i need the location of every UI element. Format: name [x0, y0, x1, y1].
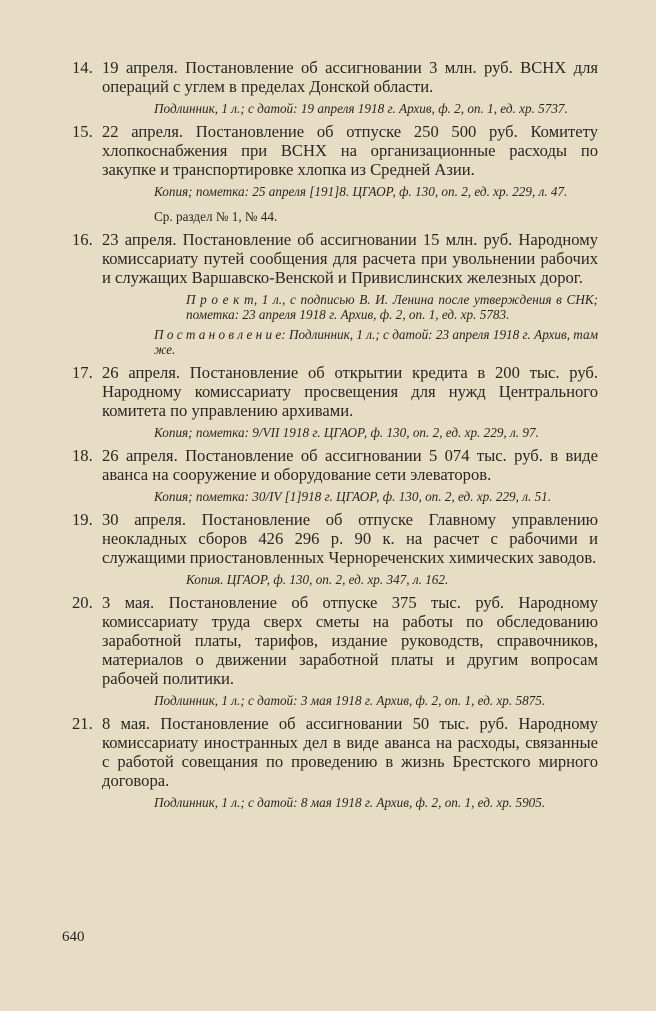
entry-source-note: Подлинник, 1 л.; с датой: 8 мая 1918 г. Архив, ф. 2, оп. 1, ед. хр. 5905.	[154, 795, 546, 810]
entry-source-note: Копия. ЦГАОР, ф. 130, оп. 2, ед. хр. 347, л. 162.	[186, 572, 449, 587]
entry-14	[0, 58, 656, 116]
entry-text: 30 апреля. Постановление об отпуске Главному управлению неокладных сборов 426 296 р. 90 к. на расчет с рабочими и служащими приостановленных Чернореченских химических заводов.	[102, 510, 598, 567]
entry-19	[0, 510, 656, 587]
entry-source-note: П о с т а н о в л е н и е: Подлинник, 1 л.; с датой: 23 апреля 1918 г. Архив, там же.	[154, 327, 598, 357]
entry-source-note: Подлинник, 1 л.; с датой: 3 мая 1918 г. Архив, ф. 2, оп. 1, ед. хр. 5875.	[154, 693, 546, 708]
entry-15	[0, 122, 656, 224]
entry-20	[0, 593, 656, 708]
entry-text: 19 апреля. Постановление об ассигновании 3 млн. руб. ВСНХ для операций с углем в пределах Донской области.	[102, 58, 598, 96]
entry-text: 22 апреля. Постановление об отпуске 250 500 руб. Комитету хлопкоснабжения при ВСНХ на организационные расходы по закупке и транспортировке хлопка из Средней Азии.	[102, 122, 598, 179]
entry-text: 26 апреля. Постановление об открытии кредита в 200 тыс. руб. Народному комиссариату просвещения для нужд Центрального комитета по управлению архивами.	[102, 363, 598, 420]
entry-text: 3 мая. Постановление об отпуске 375 тыс. руб. Народному комиссариату труда сверх сметы на работы по обследованию заработной платы, тарифов, издание руководств, справочников, материалов о движении заработной платы и другим вопросам рабочей политики.	[102, 593, 598, 688]
entry-number: 17.	[72, 363, 93, 382]
entry-source-note: Копия; пометка: 9/VII 1918 г. ЦГАОР, ф. 130, оп. 2, ед. хр. 229, л. 97.	[154, 425, 539, 440]
entry-number: 21.	[72, 714, 93, 733]
entry-source-note: Подлинник, 1 л.; с датой: 19 апреля 1918 г. Архив, ф. 2, оп. 1, ед. хр. 5737.	[154, 101, 568, 116]
entry-source-note: Копия; пометка: 30/IV [1]918 г. ЦГАОР, ф. 130, оп. 2, ед. хр. 229, л. 51.	[154, 489, 552, 504]
entry-number: 19.	[72, 510, 93, 529]
entry-number: 20.	[72, 593, 93, 612]
entry-number: 15.	[72, 122, 93, 141]
entry-text: 23 апреля. Постановление об ассигновании 15 млн. руб. Народному комиссариату путей сообщения для расчета при увольнении рабочих и служащих Варшавско-Венской и Привислинских железных дорог.	[102, 230, 598, 287]
entry-number: 14.	[72, 58, 93, 77]
entry-list	[0, 58, 656, 816]
entry-text: 8 мая. Постановление об ассигновании 50 тыс. руб. Народному комиссариату иностранных дел в виде аванса на расходы, связанные с работой совещания по проведению в жизнь Брестского мирного договора.	[102, 714, 598, 790]
entry-number: 18.	[72, 446, 93, 465]
entry-number: 16.	[72, 230, 93, 249]
page-number: 640	[62, 929, 85, 945]
entry-17	[0, 363, 656, 440]
entry-cross-reference: Ср. раздел № 1, № 44.	[154, 209, 278, 224]
entry-source-note: Копия; пометка: 25 апреля [191]8. ЦГАОР, ф. 130, оп. 2, ед. хр. 229, л. 47.	[154, 184, 568, 199]
entry-21	[0, 714, 656, 810]
entry-16	[0, 230, 656, 357]
entry-source-note: П р о е к т, 1 л., с подписью В. И. Ленина после утверждения в СНК; пометка: 23 апреля 1918 г. Архив, ф. 2, оп. 1, ед. хр. 5783.	[186, 292, 598, 322]
entry-text: 26 апреля. Постановление об ассигновании 5 074 тыс. руб. в виде аванса на сооружение и оборудование сети элеваторов.	[102, 446, 598, 484]
entry-18	[0, 446, 656, 504]
